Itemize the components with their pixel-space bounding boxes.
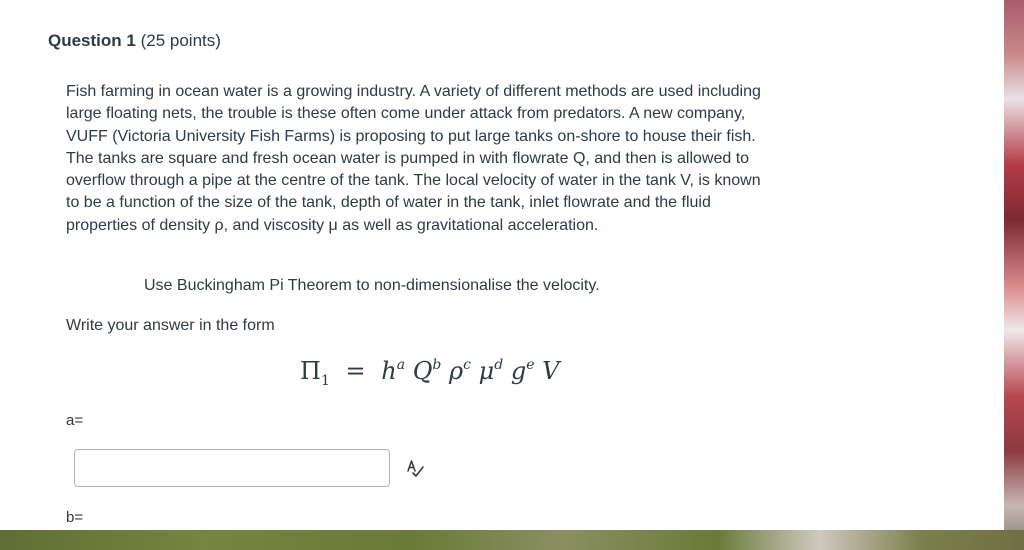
eq-exp-a: a [396,357,406,373]
spellcheck-icon[interactable] [405,458,425,478]
eq-mu: μ [478,357,495,385]
answer-a-input[interactable] [74,449,390,487]
question-title: Question 1 [48,31,136,50]
question-body: Fish farming in ocean water is a growing industry. A variety of different methods are used including large floating nets, the trouble is these often come under attack from predators. A new company, VUFF (Victoria University Fish Farms) is proposing to put large tanks on-shore to house their fish. The tanks are square and fresh ocean water is pumped in with flowrate Q, and then is allowed to overflow through a pipe at the centre of the tank. The local velocity of water in the tank V, is known to be a function of the size of the tank, depth of water in the tank, inlet flowrate and the fluid properties of density ρ, and viscosity μ as well as gravitational acceleration. [66,83,761,234]
eq-g: g [510,357,527,385]
answer-a-label: a= [66,412,84,429]
eq-V: V [542,357,560,385]
eq-Q: Q [412,357,433,385]
background-photo-edge [1004,0,1024,550]
eq-equals: = [345,357,366,385]
eq-exp-b: b [432,357,442,373]
eq-exp-c: c [463,357,471,373]
eq-exp-e: e [526,357,535,373]
question-header [48,31,221,51]
eq-rho: ρ [449,357,464,385]
pi-group-equation [300,357,559,389]
eq-pi: Π [300,357,321,385]
background-photo-bottom [0,530,1024,550]
answer-b-label: b= [66,509,84,526]
eq-exp-d: d [494,357,504,373]
answer-form-label: Write your answer in the form [66,317,275,334]
eq-h: h [381,357,397,385]
eq-pi-subscript: 1 [320,372,330,389]
question-instruction: Use Buckingham Pi Theorem to non-dimensionalise the velocity. [144,277,600,294]
question-points: (25 points) [140,31,221,50]
